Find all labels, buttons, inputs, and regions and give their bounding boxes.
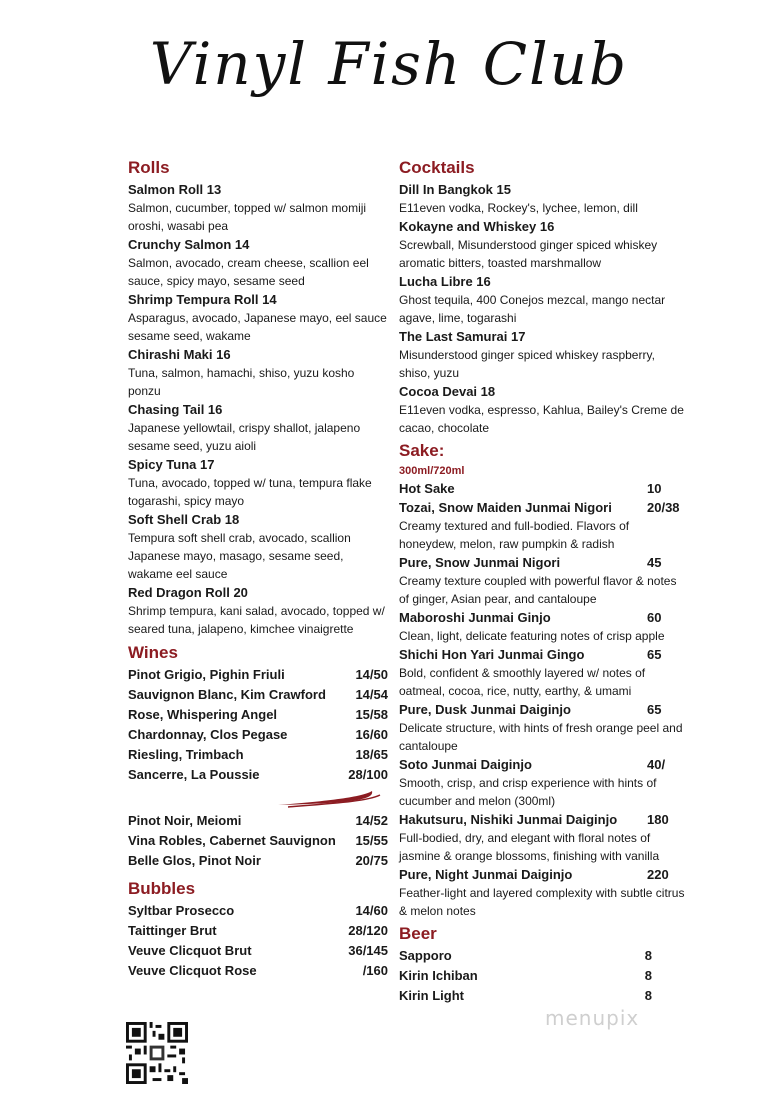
roll-description: Salmon, avocado, cream cheese, scallion eel sauce, spicy mayo, sesame seed <box>128 256 369 288</box>
sake-name: Pure, Dusk Junmai Daiginjo <box>399 702 571 717</box>
roll-item <box>128 510 388 583</box>
sake-price: 40/ <box>647 757 666 772</box>
wine-row-price: 18/65 <box>355 747 388 762</box>
roll-name: Chasing Tail 16 <box>128 402 223 417</box>
cocktail-item <box>399 382 689 437</box>
wine-row-name: Vina Robles, Cabernet Sauvignon <box>128 833 336 848</box>
bubbles-row <box>128 921 388 941</box>
roll-item <box>128 345 388 400</box>
cocktails-list <box>399 180 689 437</box>
bubbles-row-name: Veuve Clicquot Rose <box>128 963 257 978</box>
sake-item <box>399 810 689 865</box>
sake-price: 10 <box>647 481 662 496</box>
sake-description: Clean, light, delicate featuring notes of crisp apple <box>399 629 665 643</box>
sake-description: Smooth, crisp, and crisp experience with hints of cucumber and melon (300ml) <box>399 776 657 808</box>
right-column <box>399 158 689 1006</box>
cocktails-heading: Cocktails <box>399 158 475 177</box>
roll-description: Asparagus, avocado, Japanese mayo, eel sauce sesame seed, wakame <box>128 311 387 343</box>
wine-row <box>128 665 388 685</box>
restaurant-title: Vinyl Fish Club <box>149 30 629 98</box>
sake-price: 65 <box>647 647 662 662</box>
left-column <box>128 158 388 981</box>
sake-header <box>399 498 689 517</box>
cocktail-name: The Last Samurai 17 <box>399 329 526 344</box>
beer-price: 8 <box>644 988 652 1003</box>
roll-description: Tuna, avocado, topped w/ tuna, tempura flake togarashi, spicy mayo <box>128 476 372 508</box>
beer-row <box>399 966 652 986</box>
sake-header <box>399 865 689 884</box>
wines-red-list <box>128 811 388 871</box>
roll-item <box>128 235 388 290</box>
roll-description: Japanese yellowtail, crispy shallot, jalapeno sesame seed, yuzu aioli <box>128 421 361 453</box>
sake-description: Creamy textured and full-bodied. Flavors of honeydew, melon, raw pumpkin & radish <box>399 519 630 551</box>
cocktail-name: Cocoa Devai 18 <box>399 384 496 399</box>
sake-name: Pure, Night Junmai Daiginjo <box>399 867 573 882</box>
sake-header <box>399 700 689 719</box>
roll-name: Salmon Roll 13 <box>128 182 222 197</box>
beer-row <box>399 946 652 966</box>
beer-heading: Beer <box>399 924 437 943</box>
sake-item <box>399 645 689 700</box>
roll-item <box>128 455 388 510</box>
beer-row <box>399 986 652 1006</box>
sake-header <box>399 645 689 664</box>
wine-row <box>128 745 388 765</box>
bubbles-list <box>128 901 388 981</box>
sake-description: Full-bodied, dry, and elegant with floral notes of jasmine & orange blossoms, finishing with vanilla <box>399 831 660 863</box>
bubbles-row-name: Veuve Clicquot Brut <box>128 943 252 958</box>
wine-row-name: Riesling, Trimbach <box>128 747 244 762</box>
cocktail-description: Misunderstood ginger spiced whiskey raspberry, shiso, yuzu <box>399 348 655 380</box>
roll-name: Red Dragon Roll 20 <box>128 585 248 600</box>
wine-row-name: Chardonnay, Clos Pegase <box>128 727 288 742</box>
roll-item <box>128 290 388 345</box>
wine-row <box>128 811 388 831</box>
sake-header <box>399 810 689 829</box>
cocktail-description: E11even vodka, Rockey's, lychee, lemon, dill <box>399 201 638 215</box>
sake-price: 60 <box>647 610 662 625</box>
sake-item <box>399 755 689 810</box>
bubbles-row-name: Taittinger Brut <box>128 923 217 938</box>
roll-description: Shrimp tempura, kani salad, avocado, topped w/ seared tuna, jalapeno, kimchee vinaigrette <box>128 604 385 636</box>
bubbles-row-name: Syltbar Prosecco <box>128 903 235 918</box>
sake-name: Hakutsuru, Nishiki Junmai Daiginjo <box>399 812 618 827</box>
sake-price: 65 <box>647 702 662 717</box>
qr-code[interactable] <box>126 1022 188 1084</box>
cocktail-description: Ghost tequila, 400 Conejos mezcal, mango nectar agave, lime, togarashi <box>399 293 666 325</box>
cocktail-description: Screwball, Misunderstood ginger spiced whiskey aromatic bitters, toasted marshmallow <box>399 238 658 270</box>
cocktail-name: Dill In Bangkok 15 <box>399 182 511 197</box>
bubbles-row <box>128 961 388 981</box>
bubbles-row <box>128 941 388 961</box>
sake-item <box>399 608 689 645</box>
wine-row-price: 15/58 <box>355 707 388 722</box>
wine-row <box>128 705 388 725</box>
sake-name: Shichi Hon Yari Junmai Gingo <box>399 647 585 662</box>
sake-name: Hot Sake <box>399 481 455 496</box>
roll-name: Chirashi Maki 16 <box>128 347 231 362</box>
wine-row <box>128 725 388 745</box>
wines-white-list <box>128 665 388 785</box>
wines-heading: Wines <box>128 643 178 662</box>
wine-row-name: Sauvignon Blanc, Kim Crawford <box>128 687 326 702</box>
bubbles-heading: Bubbles <box>128 879 196 898</box>
wine-row <box>128 685 388 705</box>
sake-description: Feather-light and layered complexity with subtle citrus & melon notes <box>399 886 685 918</box>
cocktail-item <box>399 180 689 217</box>
roll-name: Shrimp Tempura Roll 14 <box>128 292 277 307</box>
cocktail-item <box>399 272 689 327</box>
roll-item <box>128 583 388 638</box>
sake-item <box>399 700 689 755</box>
sake-description: Delicate structure, with hints of fresh orange peel and cantaloupe <box>399 721 683 753</box>
watermark-text: menupix <box>545 1006 640 1030</box>
rolls-list <box>128 180 388 638</box>
wine-row-price: 14/52 <box>355 813 388 828</box>
wine-row <box>128 765 388 785</box>
wine-row-name: Pinot Grigio, Pighin Friuli <box>128 667 285 682</box>
bubbles-row <box>128 901 388 921</box>
roll-description: Tuna, salmon, hamachi, shiso, yuzu kosho ponzu <box>128 366 355 398</box>
cocktail-item <box>399 217 689 272</box>
sake-header <box>399 553 689 572</box>
beer-name: Kirin Ichiban <box>399 968 478 983</box>
bubbles-row-price: 14/60 <box>355 903 388 918</box>
beer-list <box>399 946 689 1006</box>
bubbles-row-price: /160 <box>362 963 388 978</box>
beer-name: Sapporo <box>399 948 452 963</box>
roll-item <box>128 400 388 455</box>
sake-item <box>399 865 689 920</box>
bubbles-row-price: 28/120 <box>348 923 388 938</box>
roll-name: Soft Shell Crab 18 <box>128 512 240 527</box>
wine-row-price: 14/50 <box>355 667 388 682</box>
sake-list <box>399 479 689 920</box>
wine-row-price: 28/100 <box>348 767 388 782</box>
cocktail-name: Kokayne and Whiskey 16 <box>399 219 555 234</box>
cocktail-description: E11even vodka, espresso, Kahlua, Bailey's Creme de cacao, chocolate <box>399 403 684 435</box>
sake-price: 180 <box>647 812 669 827</box>
sake-name: Soto Junmai Daiginjo <box>399 757 532 772</box>
wine-row <box>128 851 388 871</box>
roll-name: Spicy Tuna 17 <box>128 457 215 472</box>
sake-item <box>399 479 689 498</box>
sake-price: 45 <box>647 555 662 570</box>
roll-description: Salmon, cucumber, topped w/ salmon momiji oroshi, wasabi pea <box>128 201 367 233</box>
cocktail-item <box>399 327 689 382</box>
wine-row <box>128 831 388 851</box>
sake-header <box>399 479 689 498</box>
sake-header <box>399 755 689 774</box>
roll-item <box>128 180 388 235</box>
sake-subheading: 300ml/720ml <box>399 465 465 477</box>
wine-row-name: Belle Glos, Pinot Noir <box>128 853 261 868</box>
rolls-heading: Rolls <box>128 158 170 177</box>
sake-heading: Sake: <box>399 441 445 460</box>
divider-swoosh <box>128 787 388 809</box>
sake-description: Creamy texture coupled with powerful flavor & notes of ginger, Asian pear, and cantaloupe <box>399 574 677 606</box>
sake-name: Tozai, Snow Maiden Junmai Nigori <box>399 500 612 515</box>
roll-description: Tempura soft shell crab, avocado, scallion Japanese mayo, masago, sesame seed, wakame eel sauce <box>128 531 351 581</box>
sake-name: Pure, Snow Junmai Nigori <box>399 555 561 570</box>
sake-price: 20/38 <box>647 500 680 515</box>
wine-row-name: Rose, Whispering Angel <box>128 707 278 722</box>
wine-row-price: 16/60 <box>355 727 388 742</box>
sake-name: Maboroshi Junmai Ginjo <box>399 610 551 625</box>
sake-item <box>399 553 689 608</box>
cocktail-name: Lucha Libre 16 <box>399 274 491 289</box>
sake-price: 220 <box>647 867 669 882</box>
wine-row-price: 20/75 <box>355 853 388 868</box>
wine-row-name: Sancerre, La Poussie <box>128 767 260 782</box>
roll-name: Crunchy Salmon 14 <box>128 237 250 252</box>
sake-item <box>399 498 689 553</box>
beer-name: Kirin Light <box>399 988 464 1003</box>
beer-price: 8 <box>644 948 652 963</box>
wine-row-name: Pinot Noir, Meiomi <box>128 813 242 828</box>
bubbles-row-price: 36/145 <box>348 943 388 958</box>
sake-header <box>399 608 689 627</box>
sake-description: Bold, confident & smoothly layered w/ notes of oatmeal, cocoa, rice, nutty, earthy, & umami <box>399 666 646 698</box>
wine-row-price: 14/54 <box>355 687 388 702</box>
beer-price: 8 <box>644 968 652 983</box>
wine-row-price: 15/55 <box>355 833 388 848</box>
